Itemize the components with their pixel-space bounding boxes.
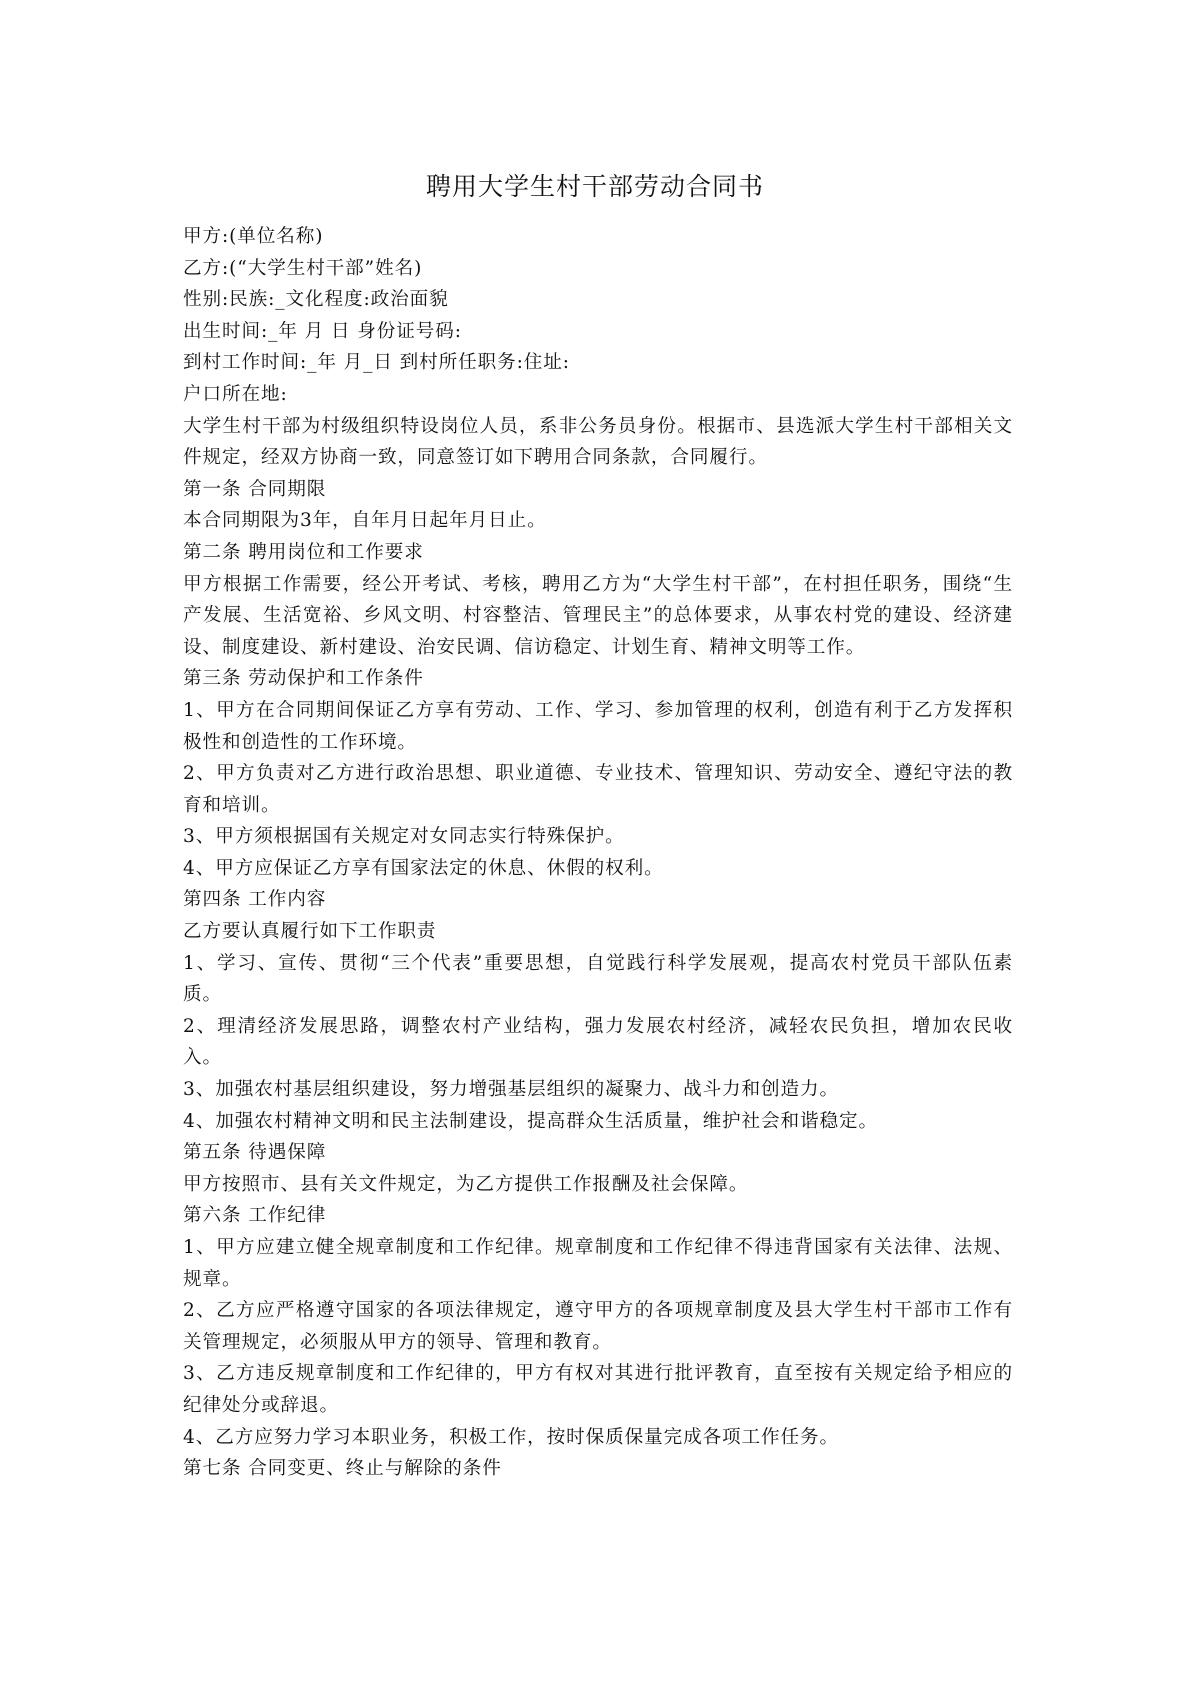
article-4-intro: 乙方要认真履行如下工作职责 — [183, 921, 437, 943]
article-2-heading: 第二条 聘用岗位和工作要求 — [183, 541, 424, 563]
article-3-item-3: 3、甲方须根据国有关规定对女同志实行特殊保护。 — [183, 826, 625, 848]
article-4-item-2: 2、理清经济发展思路，调整农村产业结构，强力发展农村经济，减轻农民负担，增加农民收入。 — [183, 1015, 1013, 1069]
article-4-heading: 第四条 工作内容 — [183, 889, 327, 911]
gender-ethnicity-line: 性别:民族:_文化程度:政治面貌 — [183, 289, 449, 311]
article-3-item-4: 4、甲方应保证乙方享有国家法定的休息、休假的权利。 — [183, 857, 664, 879]
article-5-heading: 第五条 待遇保障 — [183, 1142, 327, 1164]
article-3-heading: 第三条 劳动保护和工作条件 — [183, 668, 424, 690]
article-3-item-1: 1、甲方在合同期间保证乙方享有劳动、工作、学习、参加管理的权利，创造有利于乙方发挥积极性和创造性的工作环境。 — [183, 699, 1013, 753]
article-1-heading: 第一条 合同期限 — [183, 478, 327, 500]
document-body — [183, 221, 1013, 1485]
party-b-line: 乙方:(“大学生村干部”姓名) — [183, 257, 423, 279]
article-4-item-4: 4、加强农村精神文明和民主法制建设，提高群众生活质量，维护社会和谐稳定。 — [183, 1110, 879, 1132]
article-4-item-3: 3、加强农村基层组织建设，努力增强基层组织的凝聚力、战斗力和创造力。 — [183, 1079, 840, 1101]
article-5-text: 甲方按照市、县有关文件规定，为乙方提供工作报酬及社会保障。 — [183, 1173, 749, 1195]
article-6-heading: 第六条 工作纪律 — [183, 1205, 327, 1227]
intro-paragraph: 大学生村干部为村级组织特设岗位人员，系非公务员身份。根据市、县选派大学生村干部相关文件规定，经双方协商一致，同意签订如下聘用合同条款，合同履行。 — [183, 415, 1013, 469]
birth-id-line: 出生时间:_年 月 日 身份证号码: — [183, 320, 462, 342]
article-3-item-2: 2、甲方负责对乙方进行政治思想、职业道德、专业技术、管理知识、劳动安全、遵纪守法的教育和培训。 — [183, 763, 1013, 816]
article-4-item-1: 1、学习、宣传、贯彻“三个代表”重要思想，自觉践行科学发展观，提高农村党员干部队伍素质。 — [183, 952, 1013, 1006]
article-1-text: 本合同期限为3年，自年月日起年月日止。 — [183, 510, 547, 532]
work-start-line: 到村工作时间:_年 月_日 到村所任职务:住址: — [183, 352, 570, 374]
party-a-line: 甲方:(单位名称) — [183, 226, 324, 247]
article-6-item-3: 3、乙方违反规章制度和工作纪律的，甲方有权对其进行批评教育，直至按有关规定给予相应的纪律处分或辞退。 — [183, 1363, 1013, 1416]
document-title: 聘用大学生村干部劳动合同书 — [425, 172, 764, 201]
household-line: 户口所在地: — [183, 383, 288, 405]
article-7-heading: 第七条 合同变更、终止与解除的条件 — [183, 1458, 502, 1480]
article-6-item-4: 4、乙方应努力学习本职业务，积极工作，按时保质保量完成各项工作任务。 — [183, 1426, 840, 1448]
article-6-item-1: 1、甲方应建立健全规章制度和工作纪律。规章制度和工作纪律不得违背国家有关法律、法规、规章。 — [183, 1237, 1013, 1290]
article-6-item-2: 2、乙方应严格遵守国家的各项法律规定，遵守甲方的各项规章制度及县大学生村干部市工作有关管理规定，必须服从甲方的领导、管理和教育。 — [183, 1300, 1013, 1353]
article-2-text: 甲方根据工作需要，经公开考试、考核，聘用乙方为“大学生村干部”，在村担任职务，围绕“生产发展、生活宽裕、乡风文明、村容整洁、管理民主”的总体要求，从事农村党的建设、经济建设、制度建设、新村建设、治安民调、信访稳定、计划生育、精神文明等工作。 — [183, 573, 1013, 658]
